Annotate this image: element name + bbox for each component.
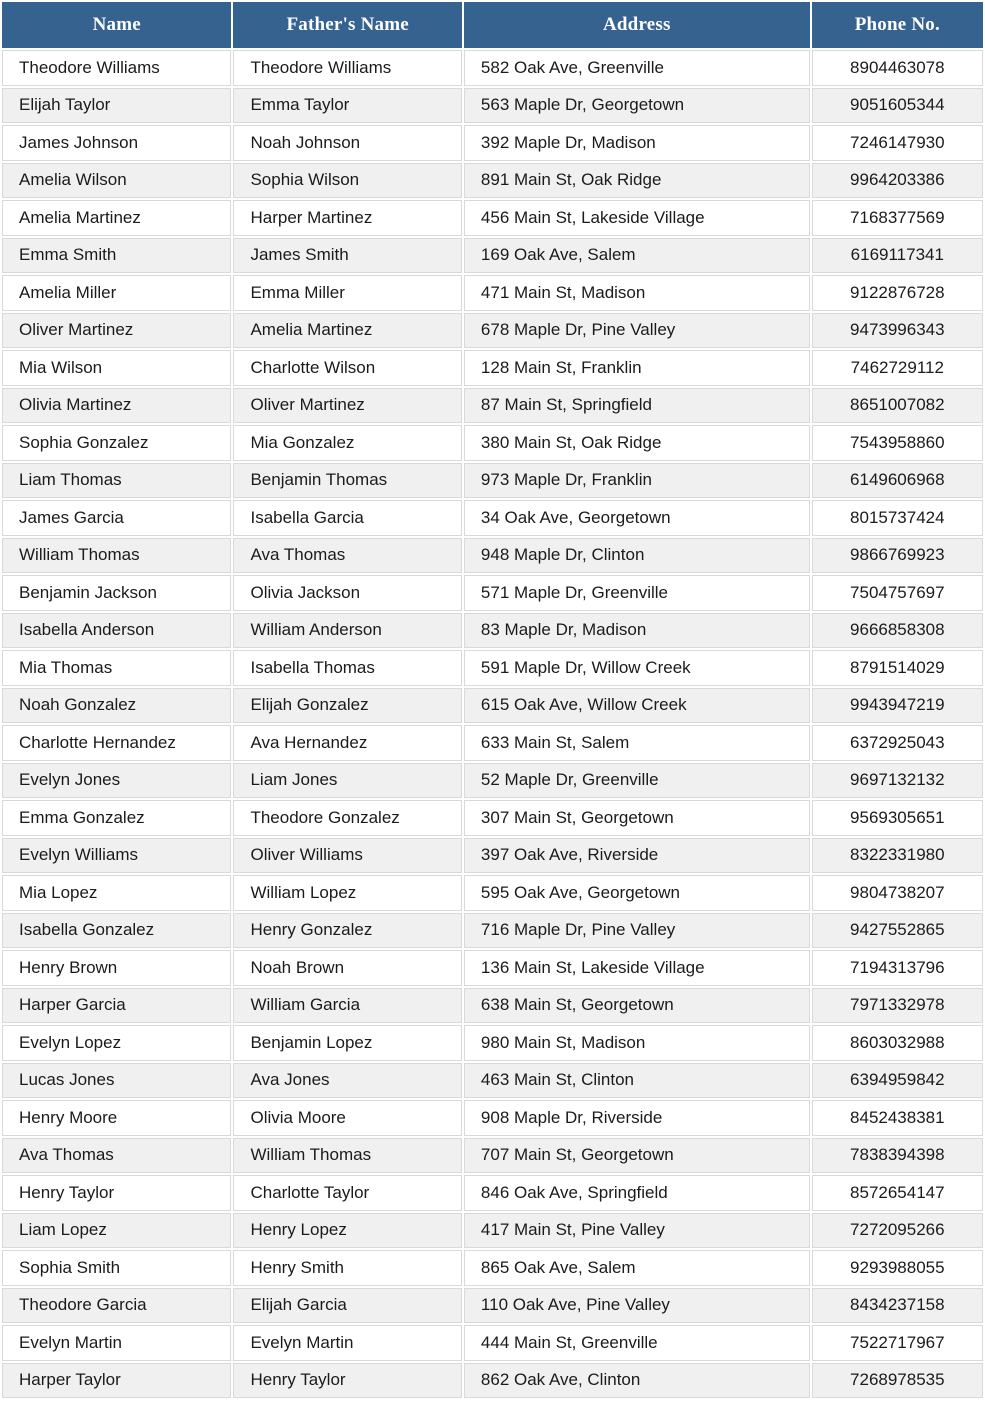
- cell-name: Liam Lopez: [2, 1213, 231, 1249]
- cell-father: Amelia Martinez: [233, 313, 461, 349]
- cell-addr: 595 Oak Ave, Georgetown: [464, 875, 810, 911]
- table-row: [2, 388, 983, 424]
- cell-phone: 8791514029: [812, 650, 983, 686]
- table-row: [2, 913, 983, 949]
- cell-phone: 7246147930: [812, 125, 983, 161]
- cell-father: Henry Smith: [233, 1250, 461, 1286]
- cell-name: William Thomas: [2, 538, 231, 574]
- cell-phone: 6372925043: [812, 725, 983, 761]
- table-row: [2, 1100, 983, 1136]
- cell-phone: 8015737424: [812, 500, 983, 536]
- cell-name: Sophia Gonzalez: [2, 425, 231, 461]
- cell-father: Ava Jones: [233, 1063, 461, 1099]
- cell-phone: 8603032988: [812, 1025, 983, 1061]
- table-row: [2, 200, 983, 236]
- cell-father: James Smith: [233, 238, 461, 274]
- column-header-father: Father's Name: [233, 2, 461, 48]
- cell-addr: 417 Main St, Pine Valley: [464, 1213, 810, 1249]
- cell-addr: 716 Maple Dr, Pine Valley: [464, 913, 810, 949]
- cell-phone: 6169117341: [812, 238, 983, 274]
- cell-phone: 9569305651: [812, 800, 983, 836]
- cell-father: Harper Martinez: [233, 200, 461, 236]
- cell-addr: 444 Main St, Greenville: [464, 1325, 810, 1361]
- table-row: [2, 875, 983, 911]
- cell-name: Henry Brown: [2, 950, 231, 986]
- cell-name: Theodore Garcia: [2, 1288, 231, 1324]
- cell-phone: 8572654147: [812, 1175, 983, 1211]
- cell-name: Noah Gonzalez: [2, 688, 231, 724]
- cell-addr: 908 Maple Dr, Riverside: [464, 1100, 810, 1136]
- table-row: [2, 1025, 983, 1061]
- cell-phone: 8651007082: [812, 388, 983, 424]
- cell-addr: 582 Oak Ave, Greenville: [464, 50, 810, 86]
- cell-name: Amelia Martinez: [2, 200, 231, 236]
- table-row: [2, 1250, 983, 1286]
- cell-father: Ava Thomas: [233, 538, 461, 574]
- header-row: [2, 2, 983, 48]
- cell-addr: 865 Oak Ave, Salem: [464, 1250, 810, 1286]
- cell-addr: 707 Main St, Georgetown: [464, 1138, 810, 1174]
- table-row: [2, 538, 983, 574]
- cell-addr: 862 Oak Ave, Clinton: [464, 1363, 810, 1399]
- cell-name: Mia Thomas: [2, 650, 231, 686]
- cell-father: Emma Miller: [233, 275, 461, 311]
- cell-phone: 9293988055: [812, 1250, 983, 1286]
- cell-father: Elijah Gonzalez: [233, 688, 461, 724]
- table-row: [2, 950, 983, 986]
- table-row: [2, 650, 983, 686]
- cell-father: William Thomas: [233, 1138, 461, 1174]
- cell-phone: 9427552865: [812, 913, 983, 949]
- cell-father: Ava Hernandez: [233, 725, 461, 761]
- cell-phone: 7194313796: [812, 950, 983, 986]
- cell-phone: 8904463078: [812, 50, 983, 86]
- cell-addr: 307 Main St, Georgetown: [464, 800, 810, 836]
- cell-father: Evelyn Martin: [233, 1325, 461, 1361]
- cell-phone: 8452438381: [812, 1100, 983, 1136]
- cell-father: Henry Taylor: [233, 1363, 461, 1399]
- cell-addr: 633 Main St, Salem: [464, 725, 810, 761]
- table-row: [2, 1213, 983, 1249]
- table-row: [2, 350, 983, 386]
- cell-name: Amelia Wilson: [2, 163, 231, 199]
- cell-phone: 6394959842: [812, 1063, 983, 1099]
- cell-phone: 7971332978: [812, 988, 983, 1024]
- cell-name: Olivia Martinez: [2, 388, 231, 424]
- cell-phone: 6149606968: [812, 463, 983, 499]
- cell-phone: 7462729112: [812, 350, 983, 386]
- table-row: [2, 1175, 983, 1211]
- cell-addr: 591 Maple Dr, Willow Creek: [464, 650, 810, 686]
- cell-addr: 471 Main St, Madison: [464, 275, 810, 311]
- cell-name: James Johnson: [2, 125, 231, 161]
- cell-addr: 87 Main St, Springfield: [464, 388, 810, 424]
- cell-addr: 678 Maple Dr, Pine Valley: [464, 313, 810, 349]
- cell-father: William Lopez: [233, 875, 461, 911]
- table-row: [2, 838, 983, 874]
- cell-father: Isabella Garcia: [233, 500, 461, 536]
- cell-name: Charlotte Hernandez: [2, 725, 231, 761]
- cell-addr: 380 Main St, Oak Ridge: [464, 425, 810, 461]
- cell-father: Liam Jones: [233, 763, 461, 799]
- cell-addr: 638 Main St, Georgetown: [464, 988, 810, 1024]
- table-row: [2, 1325, 983, 1361]
- cell-phone: 7504757697: [812, 575, 983, 611]
- cell-name: Isabella Anderson: [2, 613, 231, 649]
- table-row: [2, 500, 983, 536]
- cell-addr: 34 Oak Ave, Georgetown: [464, 500, 810, 536]
- table-row: [2, 613, 983, 649]
- cell-addr: 52 Maple Dr, Greenville: [464, 763, 810, 799]
- cell-addr: 563 Maple Dr, Georgetown: [464, 88, 810, 124]
- cell-name: Mia Wilson: [2, 350, 231, 386]
- cell-phone: 9473996343: [812, 313, 983, 349]
- table-row: [2, 800, 983, 836]
- cell-addr: 980 Main St, Madison: [464, 1025, 810, 1061]
- cell-phone: 9804738207: [812, 875, 983, 911]
- cell-name: Emma Smith: [2, 238, 231, 274]
- cell-addr: 456 Main St, Lakeside Village: [464, 200, 810, 236]
- cell-name: James Garcia: [2, 500, 231, 536]
- cell-addr: 83 Maple Dr, Madison: [464, 613, 810, 649]
- table-row: [2, 463, 983, 499]
- cell-father: Olivia Moore: [233, 1100, 461, 1136]
- cell-phone: 9964203386: [812, 163, 983, 199]
- table-row: [2, 688, 983, 724]
- cell-addr: 169 Oak Ave, Salem: [464, 238, 810, 274]
- table-body: [2, 50, 983, 1398]
- cell-father: Sophia Wilson: [233, 163, 461, 199]
- cell-addr: 571 Maple Dr, Greenville: [464, 575, 810, 611]
- cell-father: Noah Brown: [233, 950, 461, 986]
- cell-phone: 9866769923: [812, 538, 983, 574]
- cell-addr: 615 Oak Ave, Willow Creek: [464, 688, 810, 724]
- cell-father: Theodore Gonzalez: [233, 800, 461, 836]
- table-row: [2, 763, 983, 799]
- cell-addr: 128 Main St, Franklin: [464, 350, 810, 386]
- table-row: [2, 1063, 983, 1099]
- cell-phone: 7522717967: [812, 1325, 983, 1361]
- cell-name: Henry Taylor: [2, 1175, 231, 1211]
- cell-phone: 7268978535: [812, 1363, 983, 1399]
- table-row: [2, 313, 983, 349]
- cell-addr: 948 Maple Dr, Clinton: [464, 538, 810, 574]
- table-row: [2, 988, 983, 1024]
- cell-name: Lucas Jones: [2, 1063, 231, 1099]
- cell-addr: 397 Oak Ave, Riverside: [464, 838, 810, 874]
- cell-father: Benjamin Lopez: [233, 1025, 461, 1061]
- cell-father: Oliver Martinez: [233, 388, 461, 424]
- cell-name: Henry Moore: [2, 1100, 231, 1136]
- cell-name: Oliver Martinez: [2, 313, 231, 349]
- cell-name: Theodore Williams: [2, 50, 231, 86]
- cell-name: Emma Gonzalez: [2, 800, 231, 836]
- cell-phone: 9666858308: [812, 613, 983, 649]
- cell-name: Harper Taylor: [2, 1363, 231, 1399]
- table-row: [2, 163, 983, 199]
- cell-phone: 7838394398: [812, 1138, 983, 1174]
- cell-father: William Anderson: [233, 613, 461, 649]
- cell-phone: 8434237158: [812, 1288, 983, 1324]
- cell-name: Isabella Gonzalez: [2, 913, 231, 949]
- cell-addr: 846 Oak Ave, Springfield: [464, 1175, 810, 1211]
- cell-father: Emma Taylor: [233, 88, 461, 124]
- table-row: [2, 1138, 983, 1174]
- cell-addr: 136 Main St, Lakeside Village: [464, 950, 810, 986]
- cell-name: Evelyn Jones: [2, 763, 231, 799]
- table-row: [2, 1363, 983, 1399]
- cell-father: Henry Gonzalez: [233, 913, 461, 949]
- cell-name: Sophia Smith: [2, 1250, 231, 1286]
- table-row: [2, 88, 983, 124]
- cell-addr: 891 Main St, Oak Ridge: [464, 163, 810, 199]
- cell-father: Olivia Jackson: [233, 575, 461, 611]
- cell-name: Benjamin Jackson: [2, 575, 231, 611]
- cell-father: Henry Lopez: [233, 1213, 461, 1249]
- table-row: [2, 1288, 983, 1324]
- table-row: [2, 125, 983, 161]
- cell-name: Elijah Taylor: [2, 88, 231, 124]
- cell-addr: 973 Maple Dr, Franklin: [464, 463, 810, 499]
- cell-phone: 8322331980: [812, 838, 983, 874]
- cell-name: Evelyn Lopez: [2, 1025, 231, 1061]
- cell-name: Liam Thomas: [2, 463, 231, 499]
- cell-father: Oliver Williams: [233, 838, 461, 874]
- cell-phone: 9051605344: [812, 88, 983, 124]
- cell-father: Theodore Williams: [233, 50, 461, 86]
- cell-phone: 9697132132: [812, 763, 983, 799]
- table-row: [2, 275, 983, 311]
- cell-name: Mia Lopez: [2, 875, 231, 911]
- cell-addr: 463 Main St, Clinton: [464, 1063, 810, 1099]
- table-row: [2, 238, 983, 274]
- cell-addr: 110 Oak Ave, Pine Valley: [464, 1288, 810, 1324]
- cell-phone: 9943947219: [812, 688, 983, 724]
- cell-father: Charlotte Taylor: [233, 1175, 461, 1211]
- cell-phone: 7543958860: [812, 425, 983, 461]
- column-header-addr: Address: [464, 2, 810, 48]
- cell-father: Benjamin Thomas: [233, 463, 461, 499]
- cell-father: Isabella Thomas: [233, 650, 461, 686]
- cell-father: Elijah Garcia: [233, 1288, 461, 1324]
- cell-father: Charlotte Wilson: [233, 350, 461, 386]
- cell-name: Evelyn Williams: [2, 838, 231, 874]
- cell-phone: 7272095266: [812, 1213, 983, 1249]
- cell-name: Evelyn Martin: [2, 1325, 231, 1361]
- table-row: [2, 575, 983, 611]
- cell-name: Ava Thomas: [2, 1138, 231, 1174]
- column-header-name: Name: [2, 2, 231, 48]
- cell-name: Harper Garcia: [2, 988, 231, 1024]
- cell-father: Mia Gonzalez: [233, 425, 461, 461]
- table-row: [2, 50, 983, 86]
- cell-addr: 392 Maple Dr, Madison: [464, 125, 810, 161]
- table-row: [2, 725, 983, 761]
- cell-phone: 9122876728: [812, 275, 983, 311]
- cell-father: William Garcia: [233, 988, 461, 1024]
- cell-father: Noah Johnson: [233, 125, 461, 161]
- cell-phone: 7168377569: [812, 200, 983, 236]
- cell-name: Amelia Miller: [2, 275, 231, 311]
- column-header-phone: Phone No.: [812, 2, 983, 48]
- table-row: [2, 425, 983, 461]
